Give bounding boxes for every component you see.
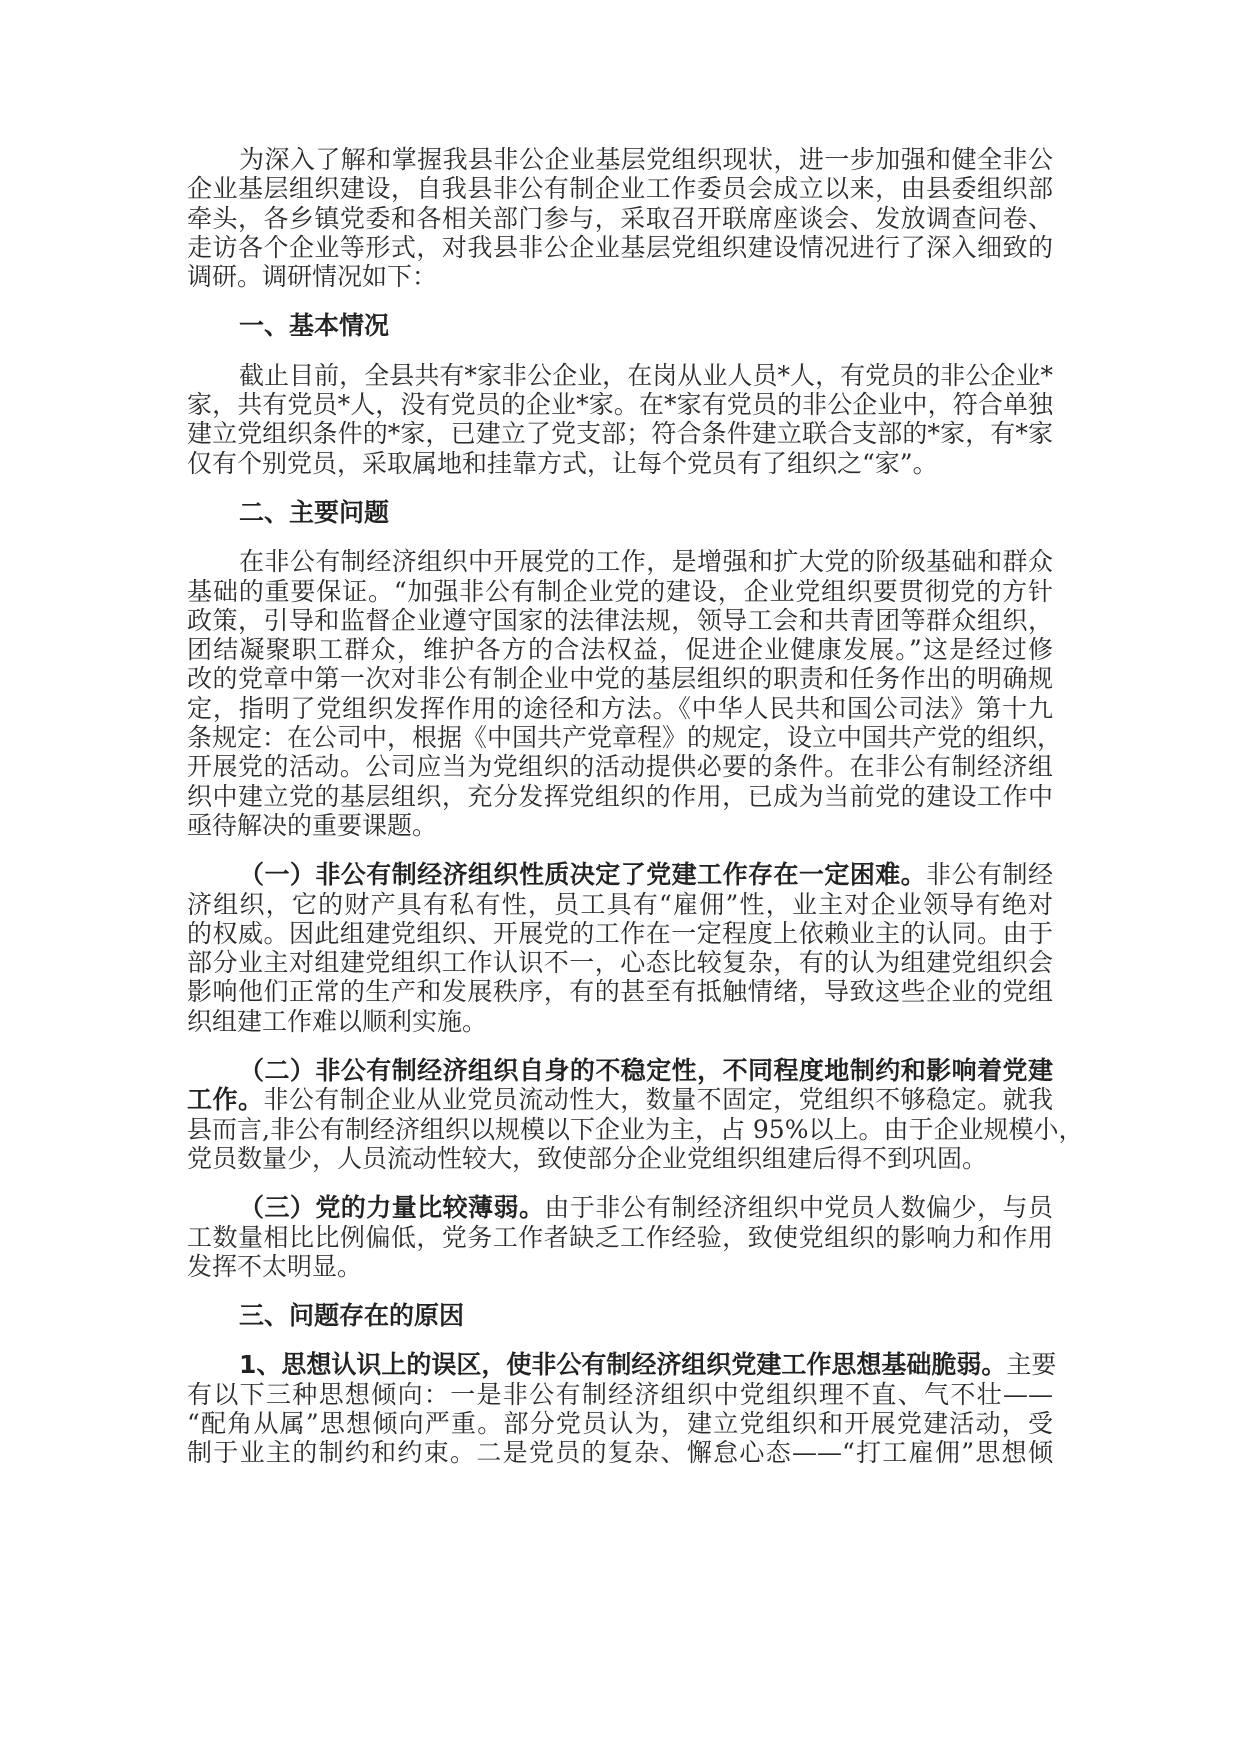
text-line: 的权威。因此组建党组织、开展党的工作在一定程度上依赖业主的认同。由于	[187, 918, 1053, 948]
text-line: 工数量相比比例偏低，党务工作者缺乏工作经验，致使党组织的影响力和作用	[187, 1222, 1053, 1252]
text-line: 调研。调研情况如下：	[187, 262, 438, 292]
text-line: 工作。非公有制企业从业党员流动性大，数量不固定，党组织不够稳定。就我	[187, 1085, 1053, 1115]
subsection-2-title: （二）非公有制经济组织自身的不稳定性，不同程度地制约和影响着党建	[239, 1056, 1053, 1086]
text-line: 为深入了解和掌握我县非公企业基层党组织现状，进一步加强和健全非公	[239, 145, 1053, 174]
section-heading-basic-situation: 一、基本情况	[239, 311, 390, 341]
text-line: 走访各个企业等形式，对我县非公企业基层党组织建设情况进行了深入细致的	[187, 232, 1053, 262]
subsection-1-paragraph	[187, 860, 1053, 1036]
text-line: 织中建立党的基层组织，充分发挥党组织的作用，已成为当前党的建设工作中	[187, 781, 1053, 811]
text-line: 有以下三种思想倾向：一是非公有制经济组织中党组织理不直、气不壮——	[187, 1379, 1053, 1409]
text-line: 牵头，各乡镇党委和各相关部门参与，采取召开联席座谈会、发放调查问卷、	[187, 203, 1053, 233]
section-heading-causes: 三、问题存在的原因	[239, 1301, 465, 1331]
subsection-2-paragraph	[187, 1056, 1084, 1173]
text-line: 党员数量少，人员流动性较大，致使部分企业党组织组建后得不到巩固。	[187, 1143, 988, 1173]
text-line: 定，指明了党组织发挥作用的途径和方法。《中华人民共和国公司法》第十九	[187, 693, 1053, 723]
cause-1-paragraph	[187, 1350, 1057, 1468]
text-line: （三）党的力量比较薄弱。由于非公有制经济组织中党员人数偏少，与员	[239, 1193, 1053, 1223]
text-line: 1、思想认识上的误区，使非公有制经济组织党建工作思想基础脆弱。主要	[239, 1350, 1057, 1380]
text-line: （一）非公有制经济组织性质决定了党建工作存在一定困难。非公有制经	[239, 860, 1053, 890]
text-line: 基础的重要保证。“加强非公有制企业党的建设，企业党组织要贯彻党的方针	[187, 576, 1053, 606]
subsection-1-title: （一）非公有制经济组织性质决定了党建工作存在一定困难。	[239, 860, 927, 890]
main-problems-paragraph	[187, 547, 1063, 840]
text-line: 团结凝聚职工群众，维护各方的合法权益，促进企业健康发展。”这是经过修	[187, 635, 1053, 665]
text-line: 亟待解决的重要课题。	[187, 810, 438, 840]
text-line: 影响他们正常的生产和发展秩序，有的甚至有抵触情绪，导致这些企业的党组	[187, 977, 1053, 1007]
text-line: 织组建工作难以顺利实施。	[187, 1006, 488, 1036]
text-line: 政策，引导和监督企业遵守国家的法律法规，领导工会和共青团等群众组织，	[187, 605, 1053, 635]
text-line: 企业基层组织建设，自我县非公有制企业工作委员会成立以来，由县委组织部	[187, 174, 1053, 204]
text-line: 家，共有党员*人，没有党员的企业*家。在*家有党员的非公企业中，符合单独	[187, 390, 1053, 420]
section-heading-main-problems: 二、主要问题	[239, 497, 390, 527]
text-line: 建立党组织条件的*家，已建立了党支部；符合条件建立联合支部的*家，有*家	[187, 419, 1053, 449]
intro-paragraph	[187, 145, 1053, 291]
text-line: 县而言,非公有制经济组织以规模以下企业为主，占 95%以上。由于企业规模小，	[187, 1114, 1084, 1144]
text-line: 在非公有制经济组织中开展党的工作，是增强和扩大党的阶级基础和群众	[239, 547, 1053, 577]
text-line: 制于业主的制约和约束。二是党员的复杂、懈怠心态——“打工雇佣”思想倾	[187, 1438, 1053, 1468]
text-line: 济组织，它的财产具有私有性，员工具有“雇佣”性，业主对企业领导有绝对	[187, 889, 1053, 919]
text-line: 改的党章中第一次对非公有制企业中党的基层组织的职责和任务作出的明确规	[187, 664, 1053, 694]
text-line: 截止目前，全县共有*家非公企业，在岗从业人员*人，有党员的非公企业*	[239, 360, 1053, 390]
document-page	[187, 145, 1084, 1488]
subsection-3-paragraph	[187, 1193, 1053, 1281]
text-line: 仅有个别党员，采取属地和挂靠方式，让每个党员有了组织之“家”。	[187, 448, 938, 478]
text-line: “配角从属”思想倾向严重。部分党员认为，建立党组织和开展党建活动，受	[187, 1408, 1053, 1438]
text-line: 部分业主对组建党组织工作认识不一，心态比较复杂，有的认为组建党组织会	[187, 948, 1053, 978]
cause-1-title: 1、思想认识上的误区，使非公有制经济组织党建工作思想基础脆弱。	[239, 1350, 1007, 1380]
text-line: 条规定：在公司中，根据《中国共产党章程》的规定，设立中国共产党的组织，	[187, 723, 1063, 753]
text-line: 发挥不太明显。	[187, 1251, 363, 1281]
text-line: 开展党的活动。公司应当为党组织的活动提供必要的条件。在非公有制经济组	[187, 752, 1053, 782]
basic-situation-paragraph	[187, 361, 1053, 478]
subsection-3-title: （三）党的力量比较薄弱。	[239, 1193, 545, 1223]
